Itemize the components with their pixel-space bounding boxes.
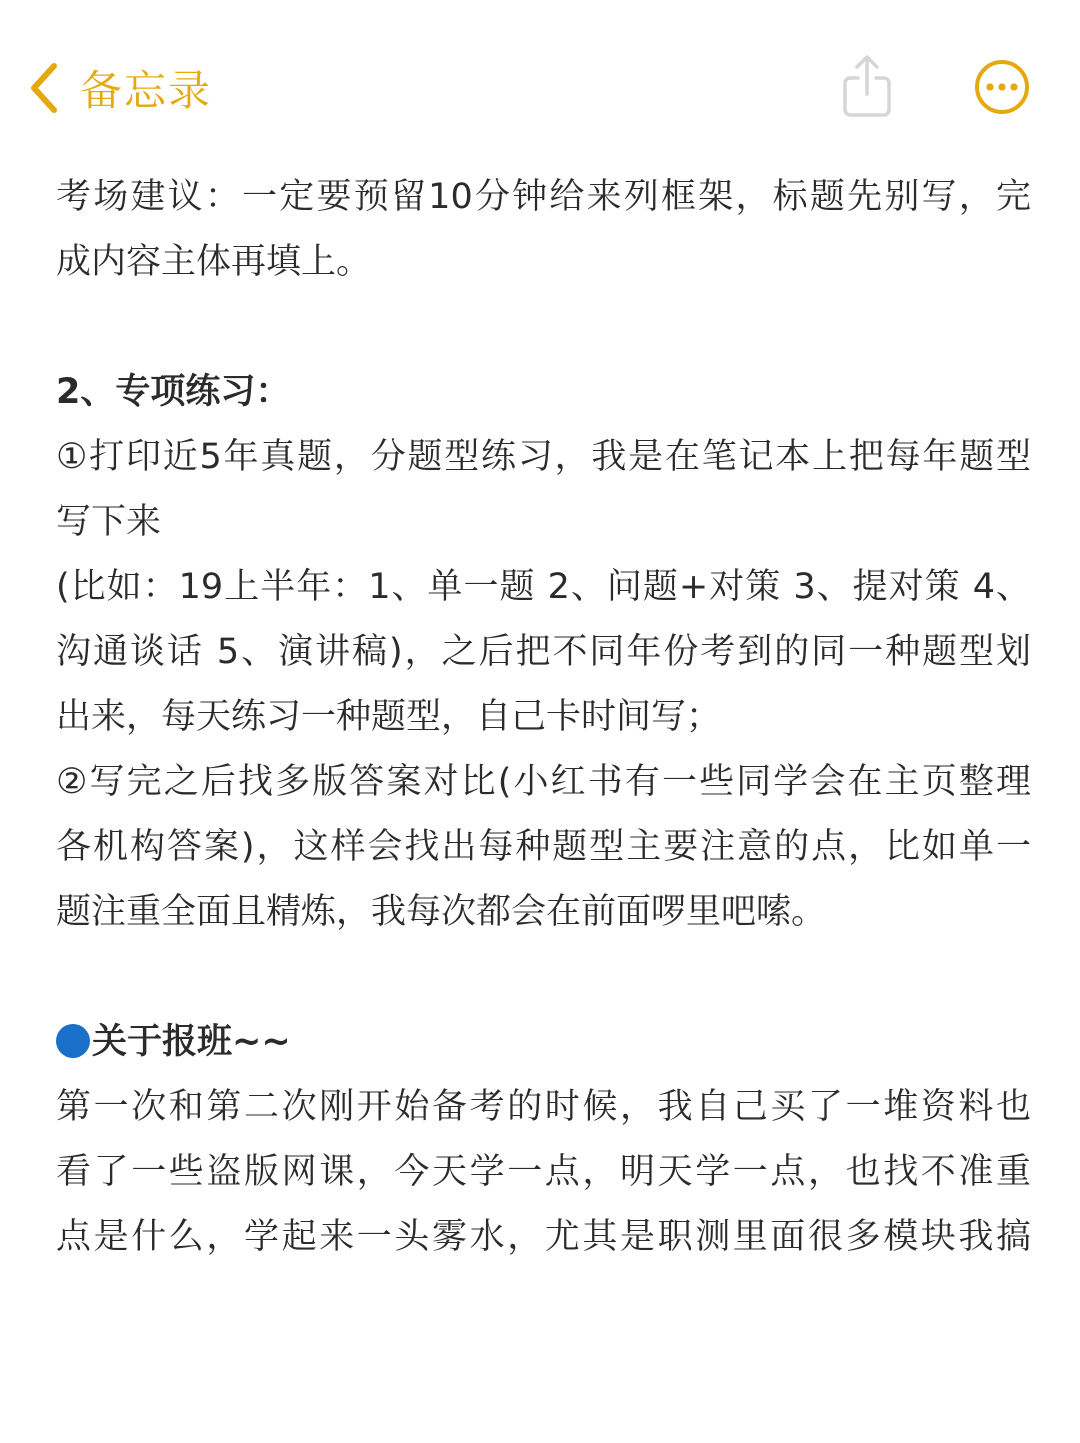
note-body[interactable] <box>56 165 1031 1270</box>
section-heading: 2、专项练习： <box>56 372 291 412</box>
note-line: 看了一些盗版网课，今天学一点，明天学一点，也找不准重 <box>56 1152 1031 1192</box>
note-line: ②写完之后找多版答案对比(小红书有一些同学会在主页整理 <box>56 762 1031 802</box>
chevron-left-icon <box>28 62 60 114</box>
more-button[interactable] <box>973 58 1031 116</box>
note-line: 成内容主体再填上。 <box>56 242 372 282</box>
blank-line <box>56 945 1031 1010</box>
section-heading: 关于报班~~ <box>92 1022 291 1062</box>
note-line: 题注重全面且精炼，我每次都会在前面啰里吧嗦。 <box>56 892 827 932</box>
note-line: 写下来 <box>56 502 162 542</box>
note-line: (比如：19上半年：1、单一题 2、问题+对策 3、提对策 4、 <box>56 567 1031 607</box>
note-line: 各机构答案)，这样会找出每种题型主要注意的点，比如单一 <box>56 827 1031 867</box>
note-line: 点是什么，学起来一头雾水，尤其是职测里面很多模块我搞 <box>56 1217 1031 1257</box>
note-line: 考场建议：一定要预留10分钟给来列框架，标题先别写，完 <box>56 177 1031 217</box>
back-label: 备忘录 <box>80 66 213 115</box>
more-icon <box>973 101 1031 120</box>
note-line: ①打印近5年真题，分题型练习，我是在笔记本上把每年题型 <box>56 437 1031 477</box>
section-heading-row <box>56 1010 1031 1075</box>
blue-circle-icon <box>56 1024 90 1058</box>
blank-line <box>56 295 1031 360</box>
note-line: 出来，每天练习一种题型，自己卡时间写； <box>56 697 722 737</box>
navigation-bar <box>0 0 1080 160</box>
back-button[interactable] <box>28 56 212 120</box>
share-icon <box>840 103 894 122</box>
note-line: 第一次和第二次刚开始备考的时候，我自己买了一堆资料也 <box>56 1087 1031 1127</box>
note-line: 沟通谈话 5、演讲稿)，之后把不同年份考到的同一种题型划 <box>56 632 1031 672</box>
share-button[interactable] <box>840 52 894 118</box>
